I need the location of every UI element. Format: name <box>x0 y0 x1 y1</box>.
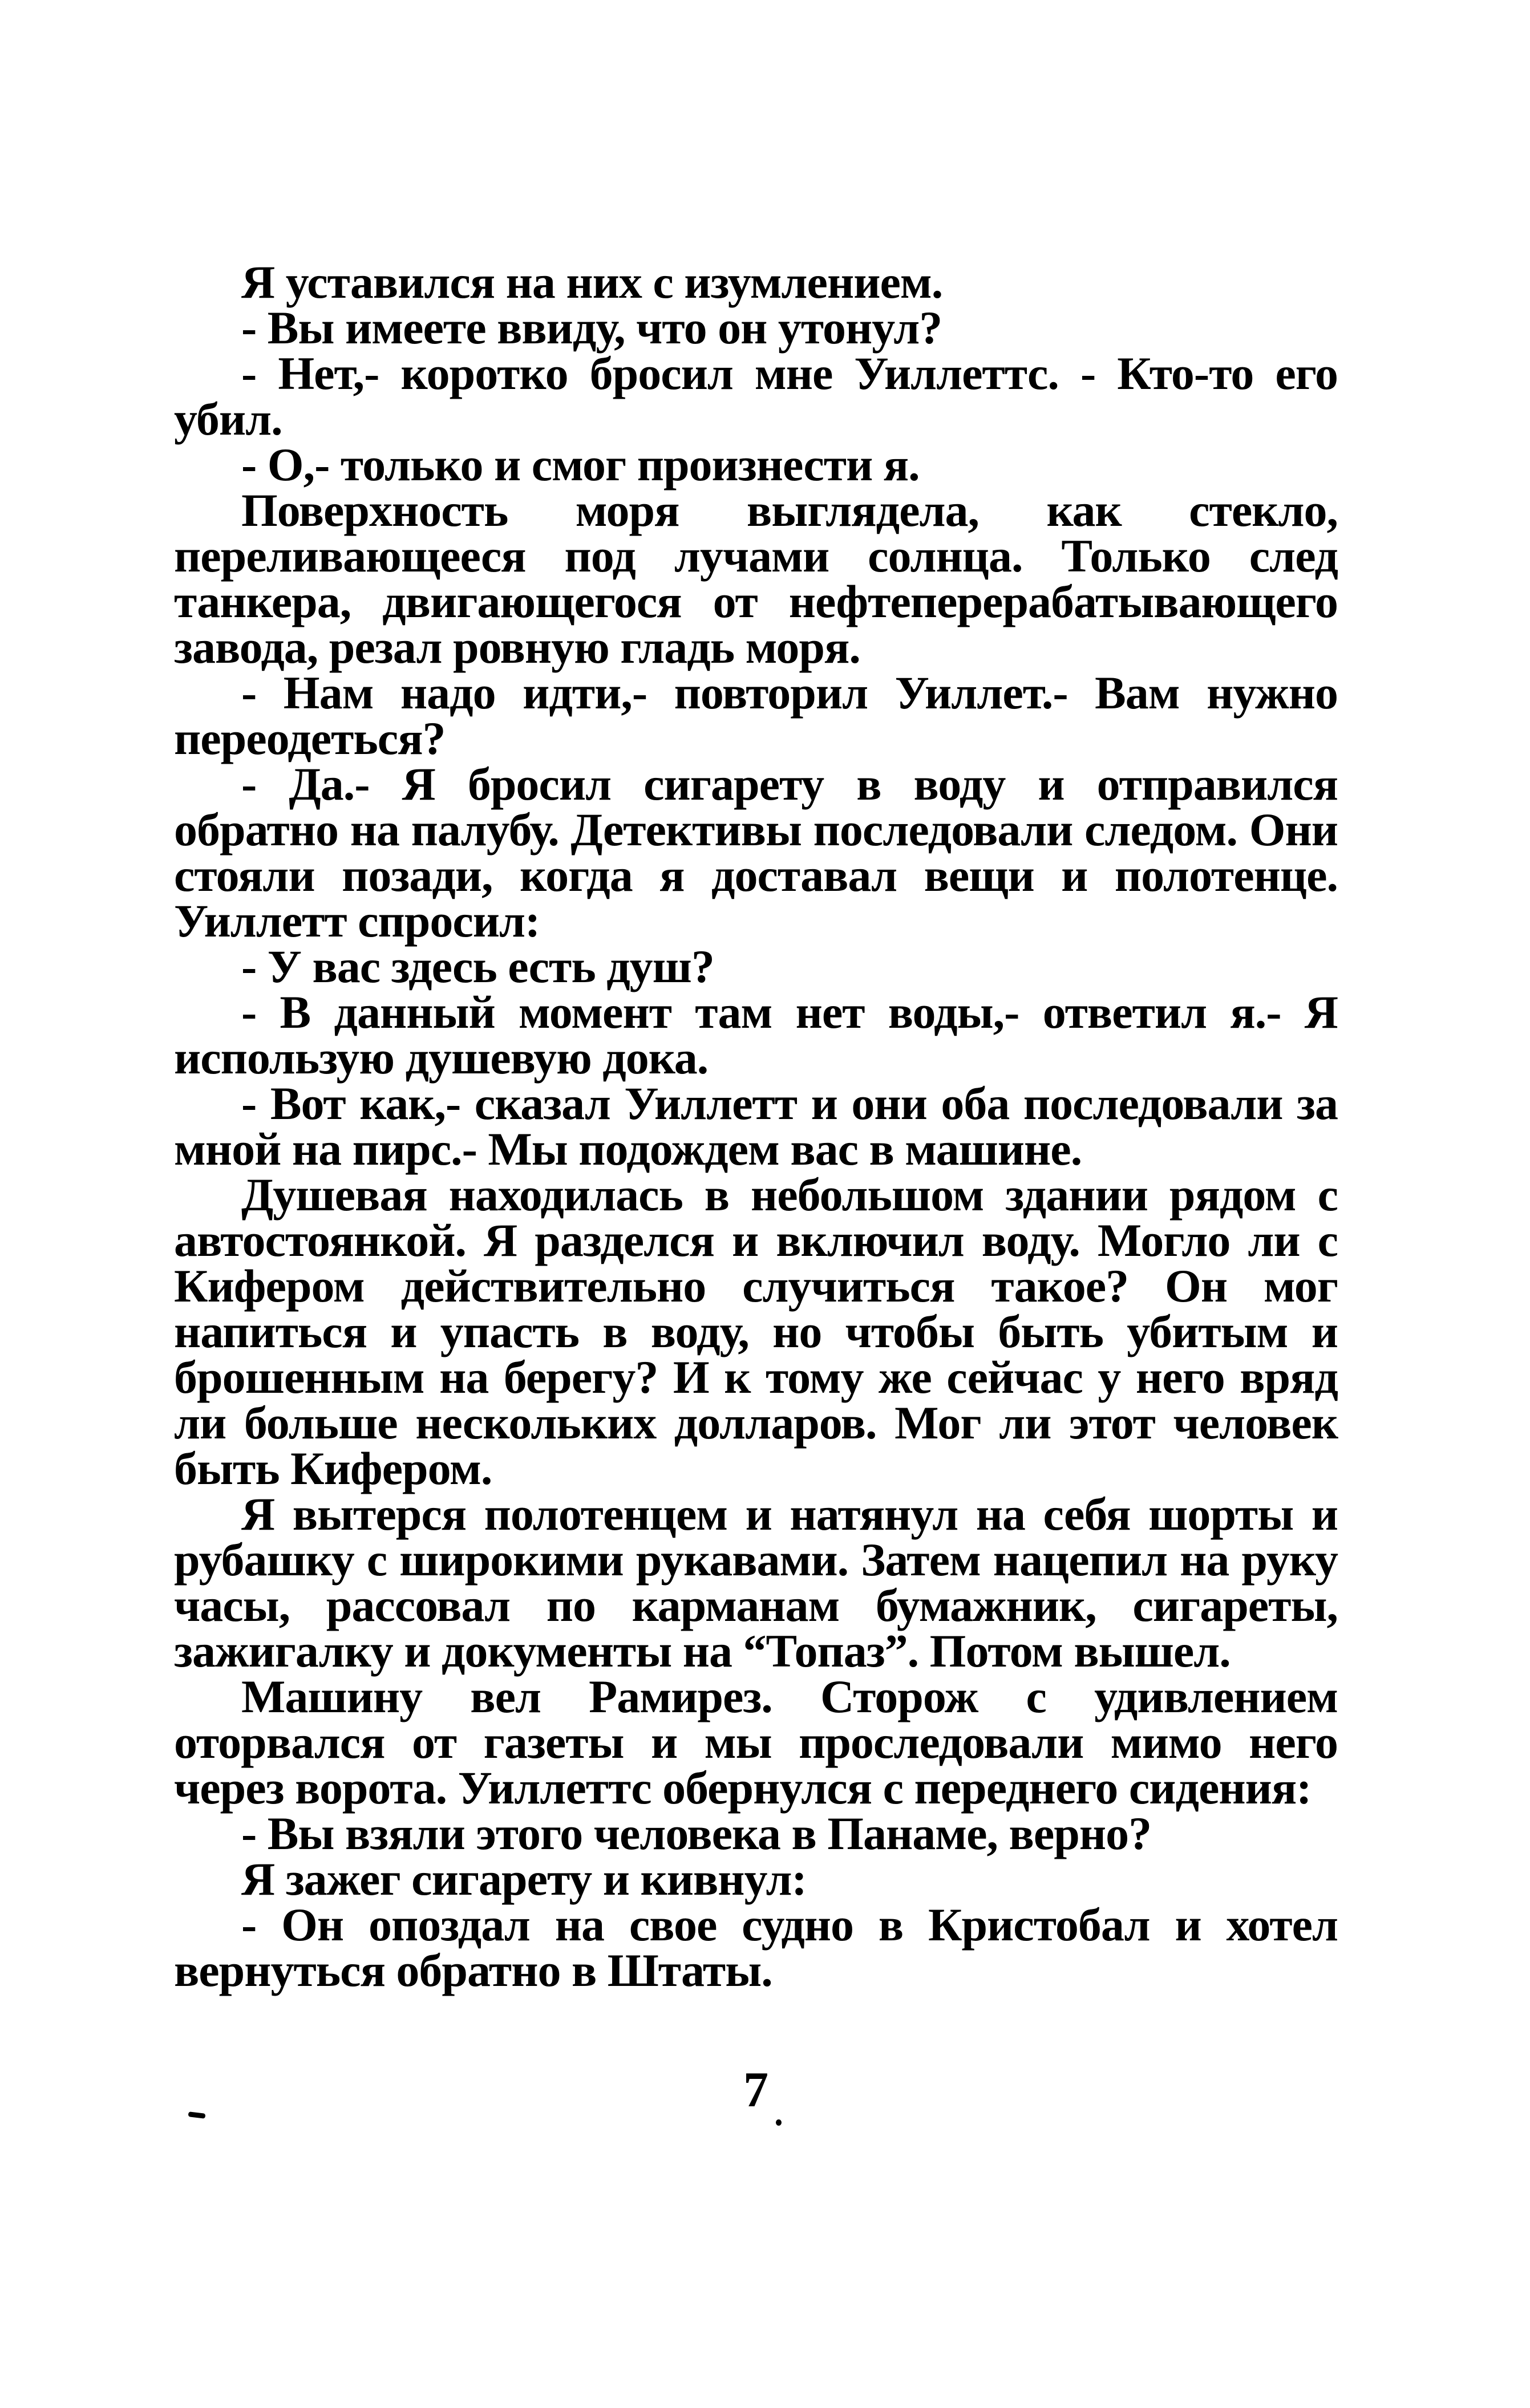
paragraph-14: - Вы взяли этого человека в Панаме, верно? <box>241 1807 1152 1859</box>
paragraph-8: - У вас здесь есть душ? <box>241 941 714 992</box>
paragraph-10: - Вот как,- сказал Уиллетт и они оба последовали за мной на пирс.- Мы подождем вас в машине. <box>174 1077 1338 1175</box>
paragraph-13: Машину вел Рамирез. Сторож с удивлением оторвался от газеты и мы проследовали мимо него через ворота. Уиллеттс обернулся с переднего сидения: <box>174 1671 1338 1814</box>
paragraph-2: - Вы имеете ввиду, что он утонул? <box>241 302 942 354</box>
paragraph-12: Я вытерся полотенцем и натянул на себя шорты и рубашку с широкими рукавами. Затем нацепил на руку часы, рассовал по карманам бумажник, сигареты, зажигалку и документы на “Топаз”. Потом вышел. <box>174 1488 1338 1677</box>
page-number: 7 <box>743 2062 768 2118</box>
paragraph-3: - Нет,- коротко бросил мне Уиллеттс. - Кто-то его убил. <box>174 347 1338 445</box>
paragraph-16: - Он опоздал на свое судно в Кристобал и хотел вернуться обратно в Штаты. <box>174 1899 1338 1996</box>
paragraph-9: - В данный момент там нет воды,- ответил я.- Я использую душевую дока. <box>174 986 1338 1084</box>
paragraph-1: Я уставился на них с изумлением. <box>241 256 943 308</box>
paragraph-4: - О,- только и смог произнести я. <box>241 439 920 490</box>
scan-artifact-dot <box>776 2119 782 2126</box>
paragraph-7: - Да.- Я бросил сигарету в воду и отправился обратно на палубу. Детективы последовали следом. Они стояли позади, когда я доставал вещи и полотенце. Уиллетт спросил: <box>174 758 1338 947</box>
paragraph-5: Поверхность моря выглядела, как стекло, переливающееся под лучами солнца. Только след танкера, двигающегося от нефтеперерабатывающего завода, резал ровную гладь моря. <box>174 484 1338 673</box>
page-text-block <box>174 256 1338 1996</box>
paragraph-11: Душевая находилась в небольшом здании рядом с автостоянкой. Я разделся и включил воду. Могло ли с Кифером действительно случиться такое? Он мог напиться и упасть в воду, но чтобы быть убитым и брошенным на берегу? И к тому же сейчас у него вряд ли больше нескольких долларов. Мог ли этот человек быть Кифером. <box>174 1169 1338 1494</box>
paragraph-6: - Нам надо идти,- повторил Уиллет.- Вам нужно переодеться? <box>174 667 1338 764</box>
paragraph-15: Я зажег сигарету и кивнул: <box>241 1853 807 1905</box>
